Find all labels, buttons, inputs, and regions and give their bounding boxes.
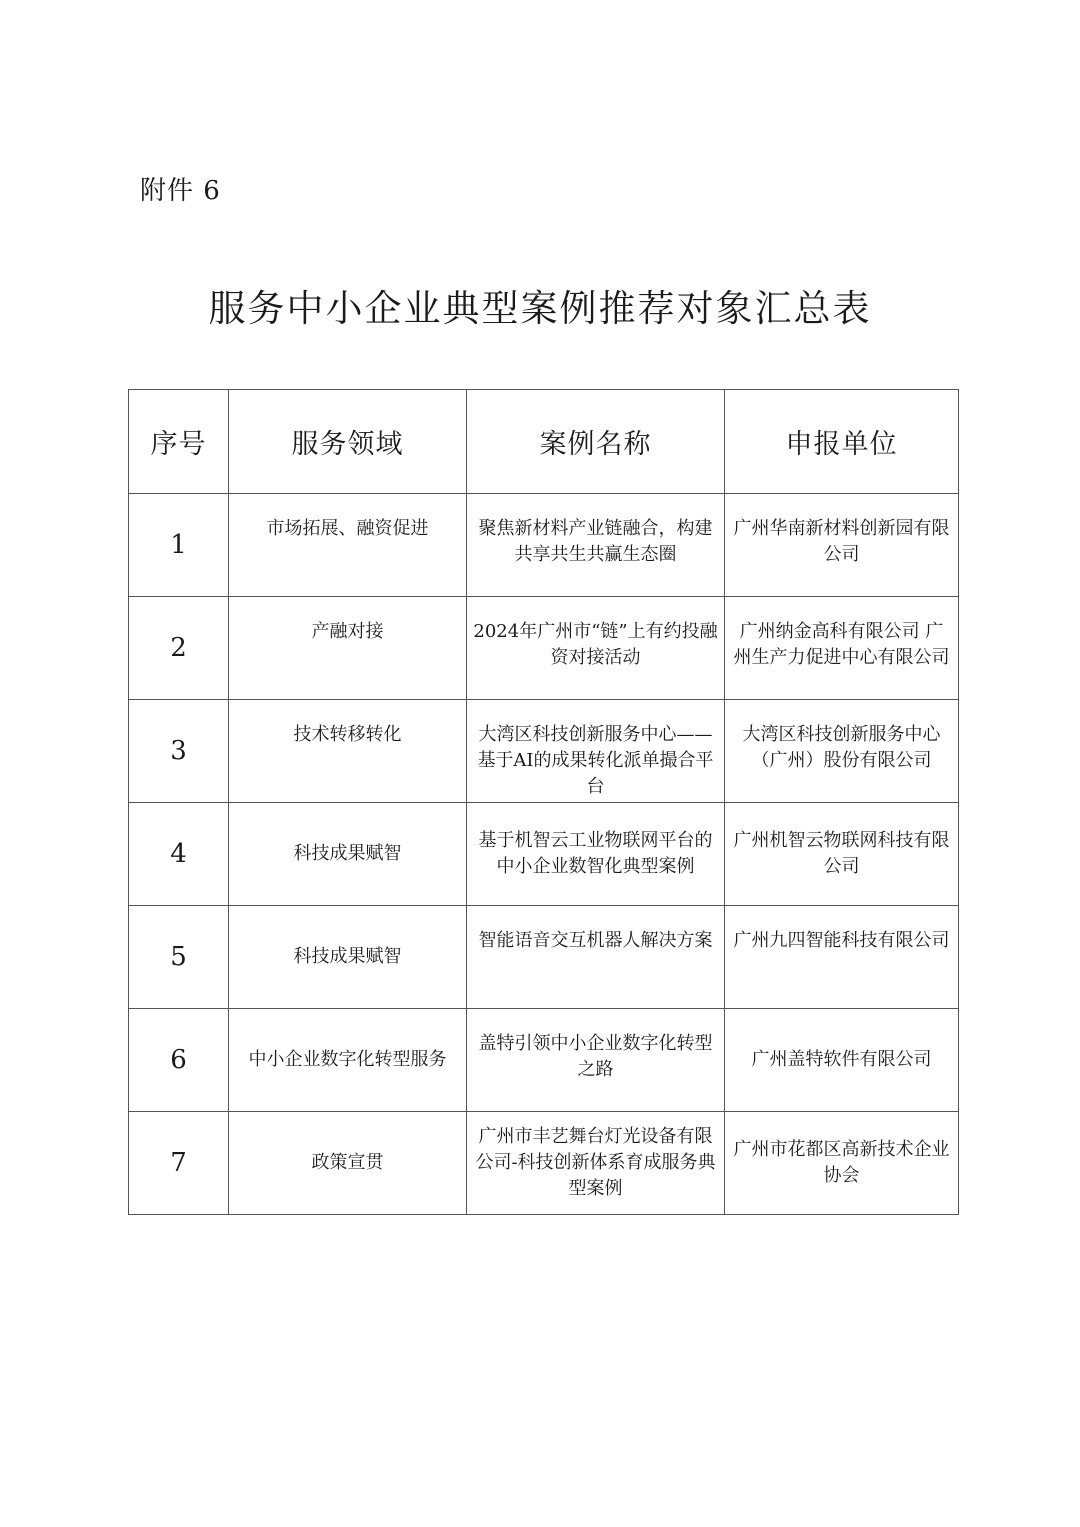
row-field: 科技成果赋智 (229, 906, 467, 1009)
row-case: 大湾区科技创新服务中心——基于AI的成果转化派单撮合平台 (467, 700, 725, 803)
row-case: 智能语音交互机器人解决方案 (467, 906, 725, 1009)
row-unit: 广州纳金高科有限公司 广州生产力促进中心有限公司 (725, 597, 959, 700)
row-index: 7 (129, 1112, 229, 1215)
row-unit: 大湾区科技创新服务中心（广州）股份有限公司 (725, 700, 959, 803)
row-case: 2024年广州市“链”上有约投融资对接活动 (467, 597, 725, 700)
row-case: 广州市丰艺舞台灯光设备有限公司-科技创新体系育成服务典型案例 (467, 1112, 725, 1215)
table-row (129, 1112, 959, 1215)
row-field: 市场拓展、融资促进 (229, 494, 467, 597)
table-row (129, 1009, 959, 1112)
header-case: 案例名称 (467, 390, 725, 494)
row-field: 政策宣贯 (229, 1112, 467, 1215)
row-field: 技术转移转化 (229, 700, 467, 803)
row-case: 聚焦新材料产业链融合，构建共享共生共赢生态圈 (467, 494, 725, 597)
row-field: 产融对接 (229, 597, 467, 700)
table-row (129, 700, 959, 803)
page-title: 服务中小企业典型案例推荐对象汇总表 (208, 287, 872, 330)
row-field: 科技成果赋智 (229, 803, 467, 906)
table-row (129, 597, 959, 700)
table-header-row (129, 390, 959, 494)
row-index: 4 (129, 803, 229, 906)
row-unit: 广州市花都区高新技术企业协会 (725, 1112, 959, 1215)
row-index: 5 (129, 906, 229, 1009)
row-index: 1 (129, 494, 229, 597)
header-field: 服务领域 (229, 390, 467, 494)
row-field: 中小企业数字化转型服务 (229, 1009, 467, 1112)
summary-table (128, 389, 959, 1215)
row-index: 2 (129, 597, 229, 700)
row-case: 盖特引领中小企业数字化转型之路 (467, 1009, 725, 1112)
row-index: 3 (129, 700, 229, 803)
row-unit: 广州盖特软件有限公司 (725, 1009, 959, 1112)
row-index: 6 (129, 1009, 229, 1112)
row-unit: 广州华南新材料创新园有限公司 (725, 494, 959, 597)
attachment-label: 附件 6 (140, 176, 221, 206)
row-case: 基于机智云工业物联网平台的中小企业数智化典型案例 (467, 803, 725, 906)
table-row (129, 906, 959, 1009)
row-unit: 广州九四智能科技有限公司 (725, 906, 959, 1009)
header-index: 序号 (129, 390, 229, 494)
header-unit: 申报单位 (725, 390, 959, 494)
table-row (129, 803, 959, 906)
row-unit: 广州机智云物联网科技有限公司 (725, 803, 959, 906)
table-row (129, 494, 959, 597)
